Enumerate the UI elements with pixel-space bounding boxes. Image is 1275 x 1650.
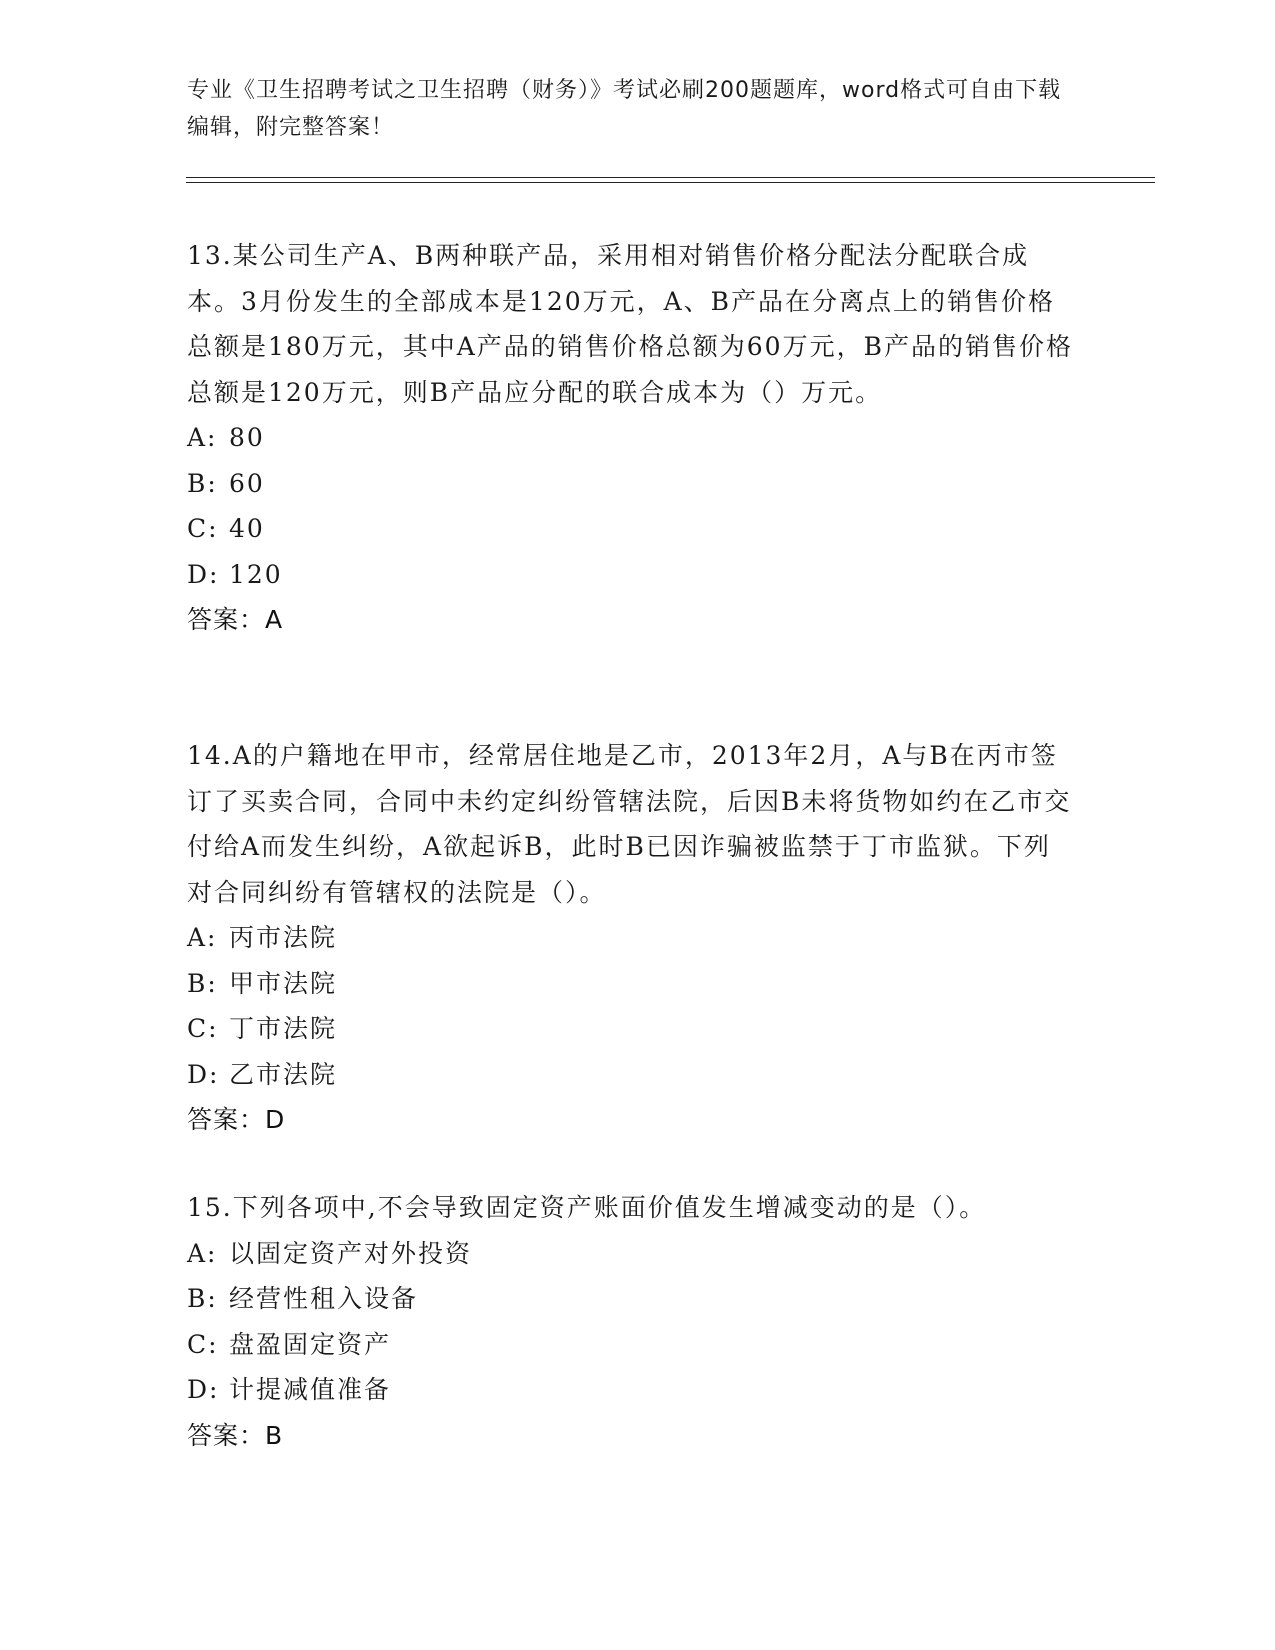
- option-text: 计提减值准备: [229, 1375, 392, 1404]
- option-text: 丁市法院: [229, 1014, 338, 1043]
- option-letter: A:: [187, 1238, 218, 1268]
- question-15: [187, 1185, 1077, 1458]
- option-b: [187, 1276, 1077, 1322]
- option-text: 乙市法院: [229, 1059, 338, 1089]
- question-stem: 13.某公司生产A、B两种联产品，采用相对销售价格分配法分配联合成本。3月份发生的全部成本是120万元，A、B产品在分离点上的销售价格总额是180万元，其中A产品的销售价格总额为60万元，B产品的销售价格总额是120万元，则B产品应分配的联合成本为（）万元。: [187, 241, 1073, 407]
- header-divider-line-bottom: [186, 182, 1155, 183]
- option-letter: A:: [187, 423, 218, 452]
- document-header-intro: 专业《卫生招聘考试之卫生招聘（财务）》考试必刷200题题库，word格式可自由下载编辑，附完整答案！: [187, 78, 1062, 140]
- option-c: [187, 506, 1077, 552]
- option-a: [187, 915, 1077, 961]
- option-b: [187, 461, 1077, 507]
- option-text: 丙市法院: [229, 923, 338, 952]
- option-letter: D:: [187, 1375, 220, 1404]
- option-text: 盘盈固定资产: [229, 1329, 392, 1359]
- header-divider-line-top: [186, 177, 1155, 178]
- option-letter: D:: [187, 1059, 220, 1089]
- option-d: [187, 1367, 1077, 1413]
- option-letter: C:: [187, 1014, 219, 1043]
- option-list: [187, 415, 1077, 597]
- question-13: [187, 233, 1077, 643]
- question-stem: 14.A的户籍地在甲市，经常居住地是乙市，2013年2月，A与B在丙市签订了买卖合同，合同中未约定纠纷管辖法院，后因B未将货物如约在乙市交付给A而发生纠纷，A欲起诉B，此时B已因诈骗被监禁于丁市监狱。下列对合同纠纷有管辖权的法院是（）。: [187, 741, 1072, 907]
- question-stem: 15.下列各项中,不会导致固定资产账面价值发生增减变动的是（）。: [187, 1193, 987, 1222]
- option-d: [187, 552, 1077, 598]
- option-c: [187, 1006, 1077, 1052]
- option-text: 120: [229, 559, 283, 589]
- option-letter: D:: [187, 559, 220, 589]
- option-letter: B:: [187, 968, 218, 998]
- option-text: 60: [229, 468, 265, 498]
- option-text: 经营性租入设备: [229, 1284, 419, 1313]
- option-c: [187, 1322, 1077, 1368]
- option-a: [187, 415, 1077, 461]
- option-letter: C:: [187, 514, 219, 543]
- option-text: 80: [229, 423, 265, 452]
- option-d: [187, 1052, 1077, 1098]
- option-letter: C:: [187, 1329, 219, 1359]
- answer-line: 答案：B: [187, 1420, 284, 1450]
- option-list: [187, 1231, 1077, 1413]
- option-letter: B:: [187, 1284, 218, 1313]
- answer-line: 答案：D: [187, 1105, 286, 1134]
- option-text: 40: [229, 514, 265, 543]
- option-letter: B:: [187, 468, 218, 498]
- option-b: [187, 961, 1077, 1007]
- answer-line: 答案：A: [187, 605, 284, 634]
- question-14: [187, 733, 1077, 1143]
- option-text: 甲市法院: [229, 968, 338, 998]
- option-list: [187, 915, 1077, 1097]
- option-text: 以固定资产对外投资: [229, 1238, 473, 1268]
- option-letter: A:: [187, 923, 218, 952]
- option-a: [187, 1231, 1077, 1277]
